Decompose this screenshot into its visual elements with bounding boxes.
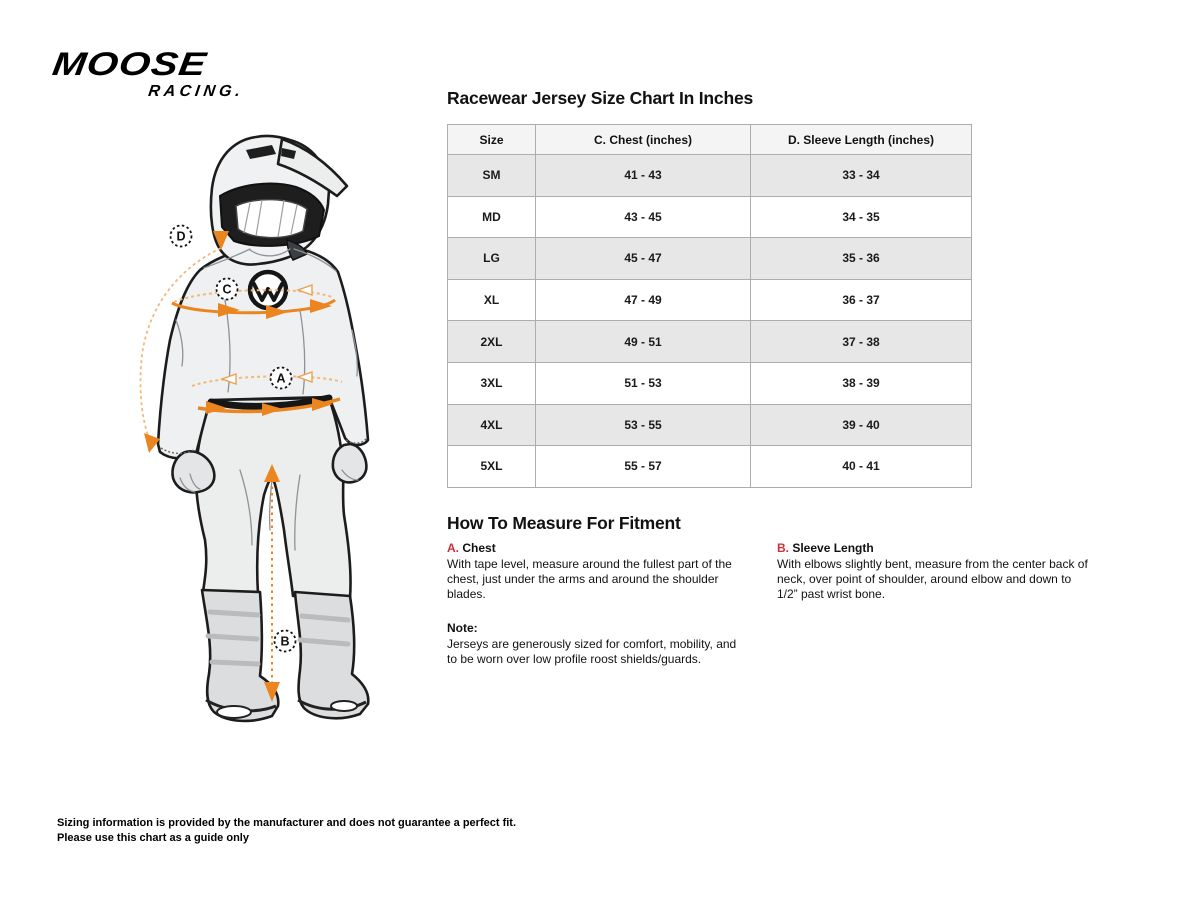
note-label: Note: (447, 621, 478, 635)
chest-cell: 51 - 53 (536, 362, 751, 404)
disclaimer (57, 816, 516, 846)
size-cell: MD (448, 196, 536, 238)
measure-title-chest: Chest (462, 541, 496, 555)
sleeve-cell: 34 - 35 (751, 196, 972, 238)
sleeve-cell: 37 - 38 (751, 321, 972, 363)
marker-a (271, 368, 292, 389)
size-cell: LG (448, 238, 536, 280)
right-glove (333, 444, 367, 482)
marker-b-letter: B (280, 634, 290, 649)
marker-a-letter: A (276, 371, 286, 386)
table-row (448, 238, 972, 280)
measure-text-chest: With tape level, measure around the fullest part of the chest, just under the arms and around the shoulder blades. (447, 557, 732, 601)
measure-section-chest (447, 541, 753, 602)
sleeve-cell: 33 - 34 (751, 155, 972, 197)
measure-title-sleeve: Sleeve Length (792, 541, 874, 555)
size-cell: 2XL (448, 321, 536, 363)
right-boot (295, 592, 368, 718)
size-cell: SM (448, 155, 536, 197)
measure-key-a: A. (447, 541, 459, 555)
marker-c (217, 279, 238, 300)
boot-toe-cap (331, 701, 357, 711)
measure-section-sleeve (777, 541, 1091, 602)
chest-cell: 45 - 47 (536, 238, 751, 280)
page-title: Racewear Jersey Size Chart In Inches (447, 88, 754, 108)
disclaimer-line-1: Sizing information is provided by the manufacturer and does not guarantee a perfect fit. (57, 817, 517, 829)
chest-cell: 41 - 43 (536, 155, 751, 197)
marker-c-letter: C (222, 282, 232, 297)
size-cell: 3XL (448, 362, 536, 404)
moose-racing-logo (50, 46, 255, 100)
column-header-chest: C. Chest (inches) (536, 125, 751, 155)
note-section (447, 621, 747, 667)
measure-key-b: B. (777, 541, 789, 555)
sleeve-cell: 39 - 40 (751, 404, 972, 446)
chest-cell: 53 - 55 (536, 404, 751, 446)
chest-cell: 55 - 57 (536, 446, 751, 488)
logo-word-racing: RACING. (147, 83, 246, 100)
table-row (448, 362, 972, 404)
size-cell: XL (448, 279, 536, 321)
table-row (448, 196, 972, 238)
chest-cell: 47 - 49 (536, 279, 751, 321)
marker-d (171, 226, 192, 247)
table-row (448, 446, 972, 488)
note-text: Jerseys are generously sized for comfort, mobility, and to be worn over low profile roost shields/guards. (447, 637, 737, 666)
chest-cell: 49 - 51 (536, 321, 751, 363)
table-row (448, 321, 972, 363)
measure-heading: How To Measure For Fitment (447, 513, 681, 533)
measure-text-sleeve: With elbows slightly bent, measure from the center back of neck, over point of shoulder, around elbow and down to 1/2” past wrist bone. (777, 557, 1088, 601)
sleeve-cell: 40 - 41 (751, 446, 972, 488)
size-cell: 5XL (448, 446, 536, 488)
sleeve-cell: 35 - 36 (751, 238, 972, 280)
chest-cell: 43 - 45 (536, 196, 751, 238)
table-row (448, 155, 972, 197)
column-header-size: Size (448, 125, 536, 155)
moose-chest-logo (250, 272, 286, 308)
measure-section-label (447, 541, 753, 556)
size-table (447, 124, 972, 488)
column-header-sleeve: D. Sleeve Length (inches) (751, 125, 972, 155)
rider-measurement-figure (55, 125, 435, 750)
sleeve-cell: 36 - 37 (751, 279, 972, 321)
table-header-row (448, 125, 972, 155)
rider-illustration (55, 125, 435, 750)
marker-b (275, 631, 296, 652)
pants (196, 398, 351, 598)
left-boot (202, 590, 278, 721)
marker-d-letter: D (176, 229, 186, 244)
measure-section-label (777, 541, 1091, 556)
boot-toe-cap (217, 706, 251, 718)
logo-word-moose: MOOSE (50, 46, 210, 83)
disclaimer-line-2: Please use this chart as a guide only (57, 831, 249, 844)
sleeve-cell: 38 - 39 (751, 362, 972, 404)
size-cell: 4XL (448, 404, 536, 446)
table-row (448, 404, 972, 446)
table-row (448, 279, 972, 321)
